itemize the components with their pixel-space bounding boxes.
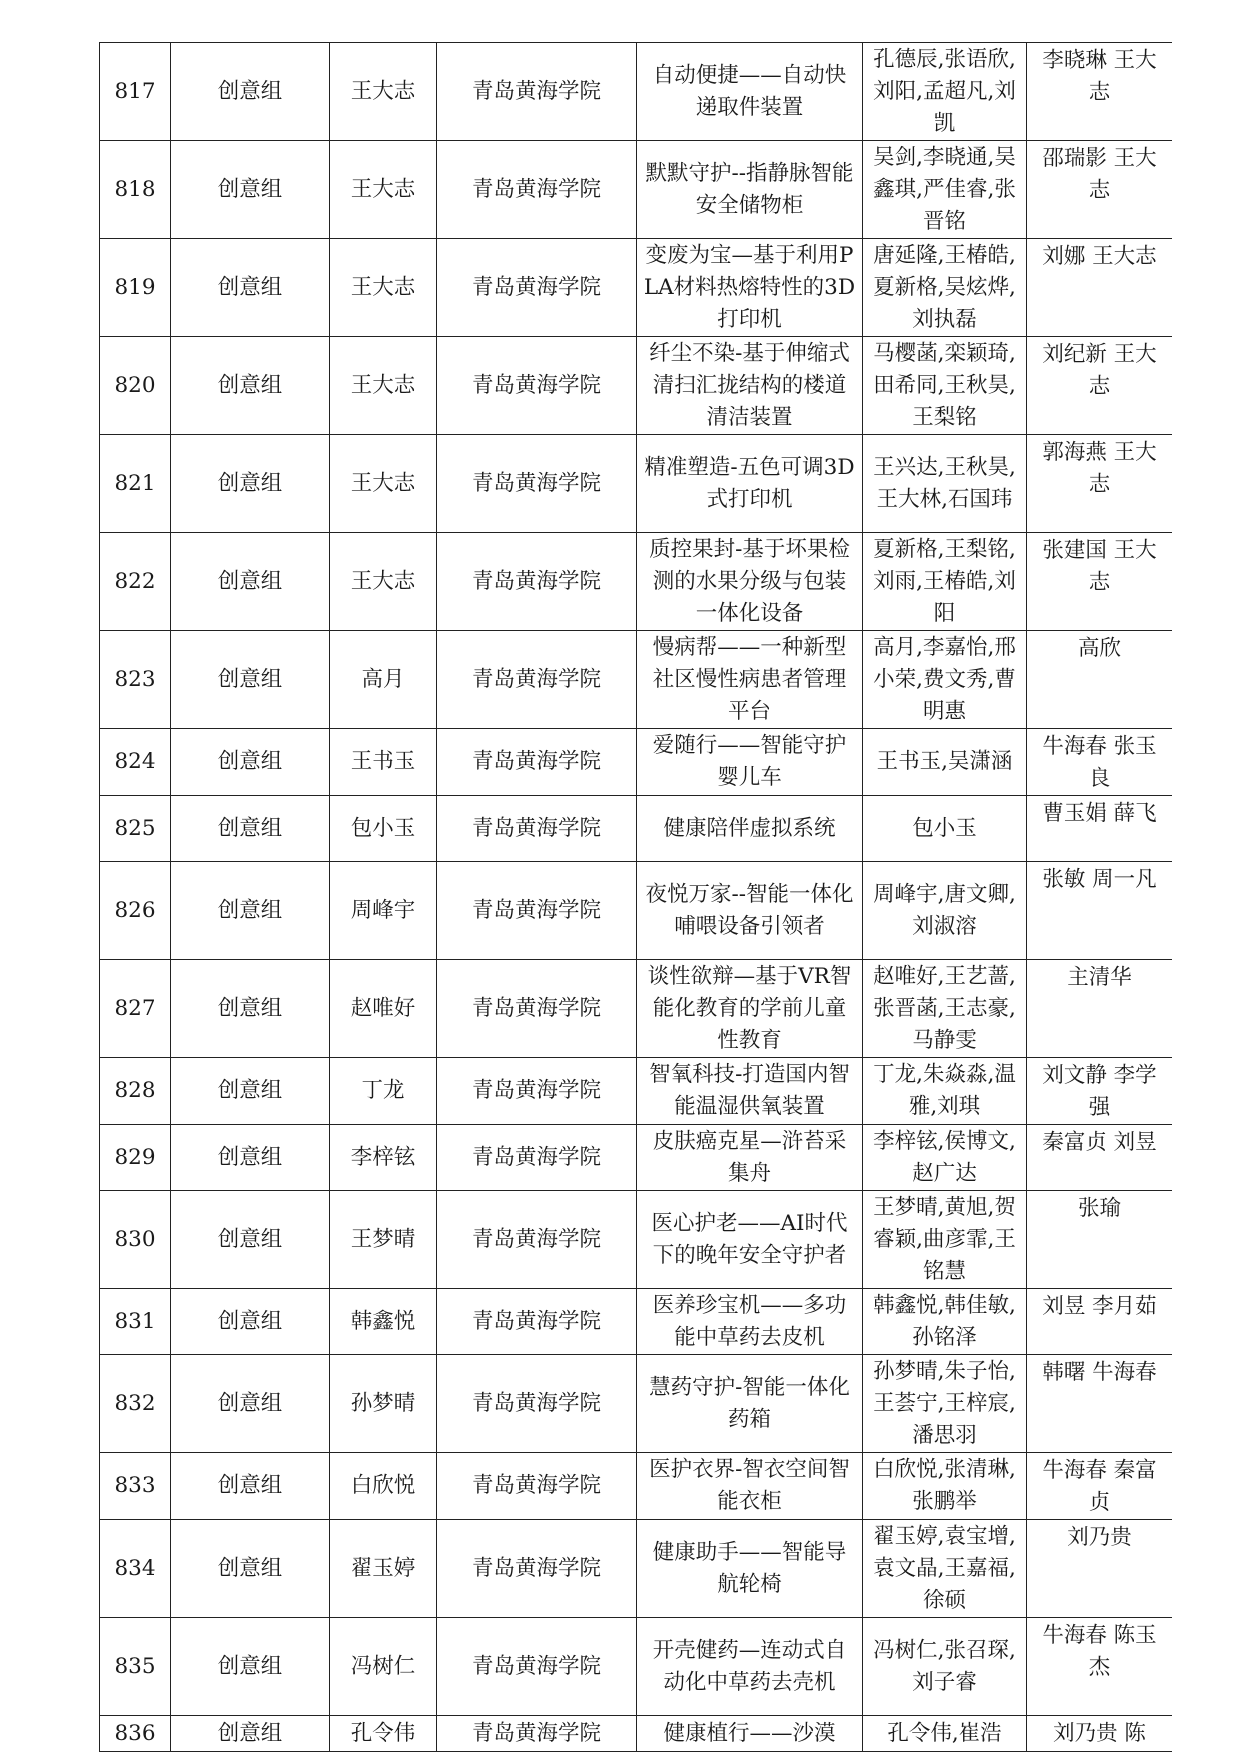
members-cell: 孙梦晴,朱子怡,王荟宁,王梓宸,潘思羽 <box>863 1355 1027 1453</box>
project-title-cell: 开壳健药—连动式自动化中草药去壳机 <box>637 1618 863 1716</box>
group-cell: 创意组 <box>171 960 330 1058</box>
table-row <box>100 796 1173 862</box>
school-cell: 青岛黄海学院 <box>437 1716 637 1752</box>
row-number: 818 <box>100 141 171 239</box>
members-cell: 夏新格,王梨铭,刘雨,王椿皓,刘阳 <box>863 533 1027 631</box>
row-number: 836 <box>100 1716 171 1752</box>
table-row <box>100 239 1173 337</box>
group-cell: 创意组 <box>171 435 330 533</box>
leader-cell: 王梦晴 <box>330 1191 437 1289</box>
group-cell: 创意组 <box>171 337 330 435</box>
group-cell: 创意组 <box>171 1355 330 1453</box>
table-row <box>100 337 1173 435</box>
row-number: 819 <box>100 239 171 337</box>
project-title-cell: 医护衣界-智衣空间智能衣柜 <box>637 1453 863 1520</box>
table-row <box>100 862 1173 960</box>
table-row <box>100 1058 1173 1125</box>
school-cell: 青岛黄海学院 <box>437 1058 637 1125</box>
school-cell: 青岛黄海学院 <box>437 1125 637 1191</box>
school-cell: 青岛黄海学院 <box>437 1191 637 1289</box>
leader-cell: 丁龙 <box>330 1058 437 1125</box>
group-cell: 创意组 <box>171 796 330 862</box>
table-row <box>100 729 1173 796</box>
group-cell: 创意组 <box>171 1058 330 1125</box>
table-row <box>100 1125 1173 1191</box>
leader-cell: 赵唯好 <box>330 960 437 1058</box>
school-cell: 青岛黄海学院 <box>437 1453 637 1520</box>
advisor-cell: 韩曙 牛海春 <box>1027 1355 1173 1453</box>
group-cell: 创意组 <box>171 1520 330 1618</box>
members-cell: 高月,李嘉怡,邢小荣,费文秀,曹明惠 <box>863 631 1027 729</box>
members-cell: 周峰宇,唐文卿,刘淑溶 <box>863 862 1027 960</box>
project-title-cell: 医心护老——AI时代下的晚年安全守护者 <box>637 1191 863 1289</box>
project-title-cell: 健康陪伴虚拟系统 <box>637 796 863 862</box>
members-cell: 孔德辰,张语欣,刘阳,孟超凡,刘凯 <box>863 43 1027 141</box>
school-cell: 青岛黄海学院 <box>437 1520 637 1618</box>
advisor-cell: 牛海春 秦富贞 <box>1027 1453 1173 1520</box>
leader-cell: 王大志 <box>330 141 437 239</box>
members-cell: 丁龙,朱焱淼,温雅,刘琪 <box>863 1058 1027 1125</box>
table-body <box>100 43 1173 1752</box>
advisor-cell: 张建国 王大志 <box>1027 533 1173 631</box>
group-cell: 创意组 <box>171 141 330 239</box>
members-cell: 王书玉,吴潇涵 <box>863 729 1027 796</box>
row-number: 829 <box>100 1125 171 1191</box>
members-cell: 冯树仁,张召琛,刘子睿 <box>863 1618 1027 1716</box>
school-cell: 青岛黄海学院 <box>437 533 637 631</box>
project-title-cell: 慢病帮——一种新型社区慢性病患者管理平台 <box>637 631 863 729</box>
members-cell: 王兴达,王秋昊,王大林,石国玮 <box>863 435 1027 533</box>
members-cell: 马樱菡,栾颖琦,田希同,王秋昊,王梨铭 <box>863 337 1027 435</box>
group-cell: 创意组 <box>171 43 330 141</box>
project-title-cell: 慧药守护-智能一体化药箱 <box>637 1355 863 1453</box>
school-cell: 青岛黄海学院 <box>437 43 637 141</box>
row-number: 821 <box>100 435 171 533</box>
school-cell: 青岛黄海学院 <box>437 1289 637 1355</box>
leader-cell: 王书玉 <box>330 729 437 796</box>
members-cell: 赵唯好,王艺蔷,张晋菡,王志豪,马静雯 <box>863 960 1027 1058</box>
group-cell: 创意组 <box>171 1716 330 1752</box>
members-cell: 翟玉婷,袁宝增,袁文晶,王嘉福,徐硕 <box>863 1520 1027 1618</box>
group-cell: 创意组 <box>171 1191 330 1289</box>
leader-cell: 王大志 <box>330 43 437 141</box>
table-row <box>100 43 1173 141</box>
members-cell: 唐延隆,王椿皓,夏新格,吴炫烨,刘执磊 <box>863 239 1027 337</box>
project-title-cell: 智氧科技-打造国内智能温湿供氧装置 <box>637 1058 863 1125</box>
row-number: 828 <box>100 1058 171 1125</box>
row-number: 832 <box>100 1355 171 1453</box>
leader-cell: 白欣悦 <box>330 1453 437 1520</box>
row-number: 822 <box>100 533 171 631</box>
table-row <box>100 1716 1173 1752</box>
leader-cell: 孔令伟 <box>330 1716 437 1752</box>
advisor-cell: 刘娜 王大志 <box>1027 239 1173 337</box>
members-cell: 吴剑,李晓通,吴鑫琪,严佳睿,张晋铭 <box>863 141 1027 239</box>
row-number: 823 <box>100 631 171 729</box>
members-cell: 白欣悦,张清琳,张鹏举 <box>863 1453 1027 1520</box>
group-cell: 创意组 <box>171 533 330 631</box>
advisor-cell: 高欣 <box>1027 631 1173 729</box>
group-cell: 创意组 <box>171 239 330 337</box>
advisor-cell: 张瑜 <box>1027 1191 1173 1289</box>
group-cell: 创意组 <box>171 1125 330 1191</box>
leader-cell: 王大志 <box>330 239 437 337</box>
leader-cell: 孙梦晴 <box>330 1355 437 1453</box>
advisor-cell: 曹玉娟 薛飞 <box>1027 796 1173 862</box>
leader-cell: 李梓铉 <box>330 1125 437 1191</box>
leader-cell: 王大志 <box>330 337 437 435</box>
project-title-cell: 医养珍宝机——多功能中草药去皮机 <box>637 1289 863 1355</box>
project-title-cell: 默默守护--指静脉智能安全储物柜 <box>637 141 863 239</box>
advisor-cell: 刘乃贵 陈 <box>1027 1716 1173 1752</box>
group-cell: 创意组 <box>171 1618 330 1716</box>
table-row <box>100 1453 1173 1520</box>
school-cell: 青岛黄海学院 <box>437 435 637 533</box>
advisor-cell: 张敏 周一凡 <box>1027 862 1173 960</box>
project-title-cell: 健康助手——智能导航轮椅 <box>637 1520 863 1618</box>
leader-cell: 王大志 <box>330 533 437 631</box>
advisor-cell: 李晓琳 王大志 <box>1027 43 1173 141</box>
row-number: 831 <box>100 1289 171 1355</box>
row-number: 835 <box>100 1618 171 1716</box>
group-cell: 创意组 <box>171 862 330 960</box>
project-title-cell: 健康植行——沙漠 <box>637 1716 863 1752</box>
project-title-cell: 自动便捷——自动快递取件装置 <box>637 43 863 141</box>
school-cell: 青岛黄海学院 <box>437 960 637 1058</box>
project-title-cell: 皮肤癌克星—浒苔采集舟 <box>637 1125 863 1191</box>
leader-cell: 包小玉 <box>330 796 437 862</box>
advisor-cell: 刘文静 李学强 <box>1027 1058 1173 1125</box>
advisor-cell: 郭海燕 王大志 <box>1027 435 1173 533</box>
advisor-cell: 牛海春 张玉良 <box>1027 729 1173 796</box>
project-title-cell: 谈性欲辩—基于VR智能化教育的学前儿童性教育 <box>637 960 863 1058</box>
project-title-cell: 变废为宝—基于利用PLA材料热熔特性的3D打印机 <box>637 239 863 337</box>
members-cell: 包小玉 <box>863 796 1027 862</box>
table-row <box>100 1355 1173 1453</box>
members-cell: 韩鑫悦,韩佳敏,孙铭泽 <box>863 1289 1027 1355</box>
leader-cell: 高月 <box>330 631 437 729</box>
advisor-cell: 牛海春 陈玉杰 <box>1027 1618 1173 1716</box>
members-cell: 孔令伟,崔浩 <box>863 1716 1027 1752</box>
row-number: 833 <box>100 1453 171 1520</box>
project-title-cell: 精准塑造-五色可调3D式打印机 <box>637 435 863 533</box>
table-row <box>100 1618 1173 1716</box>
advisor-cell: 邵瑞影 王大志 <box>1027 141 1173 239</box>
table-row <box>100 1520 1173 1618</box>
row-number: 824 <box>100 729 171 796</box>
members-cell: 李梓铉,侯博文,赵广达 <box>863 1125 1027 1191</box>
leader-cell: 冯树仁 <box>330 1618 437 1716</box>
row-number: 830 <box>100 1191 171 1289</box>
group-cell: 创意组 <box>171 1289 330 1355</box>
advisor-cell: 秦富贞 刘昱 <box>1027 1125 1173 1191</box>
table-row <box>100 1289 1173 1355</box>
school-cell: 青岛黄海学院 <box>437 1618 637 1716</box>
row-number: 817 <box>100 43 171 141</box>
row-number: 820 <box>100 337 171 435</box>
school-cell: 青岛黄海学院 <box>437 337 637 435</box>
award-table <box>99 42 1172 1752</box>
project-title-cell: 质控果封-基于坏果检测的水果分级与包装一体化设备 <box>637 533 863 631</box>
leader-cell: 周峰宇 <box>330 862 437 960</box>
school-cell: 青岛黄海学院 <box>437 1355 637 1453</box>
group-cell: 创意组 <box>171 729 330 796</box>
table-row <box>100 533 1173 631</box>
row-number: 827 <box>100 960 171 1058</box>
leader-cell: 翟玉婷 <box>330 1520 437 1618</box>
leader-cell: 王大志 <box>330 435 437 533</box>
school-cell: 青岛黄海学院 <box>437 631 637 729</box>
table-row <box>100 1191 1173 1289</box>
group-cell: 创意组 <box>171 631 330 729</box>
row-number: 825 <box>100 796 171 862</box>
school-cell: 青岛黄海学院 <box>437 239 637 337</box>
row-number: 834 <box>100 1520 171 1618</box>
leader-cell: 韩鑫悦 <box>330 1289 437 1355</box>
table-row <box>100 631 1173 729</box>
school-cell: 青岛黄海学院 <box>437 862 637 960</box>
table-row <box>100 960 1173 1058</box>
members-cell: 王梦晴,黄旭,贺睿颖,曲彦霏,王铭慧 <box>863 1191 1027 1289</box>
advisor-cell: 刘昱 李月茹 <box>1027 1289 1173 1355</box>
document-page <box>99 42 1172 1753</box>
table-row <box>100 435 1173 533</box>
school-cell: 青岛黄海学院 <box>437 141 637 239</box>
school-cell: 青岛黄海学院 <box>437 796 637 862</box>
project-title-cell: 夜悦万家--智能一体化哺喂设备引领者 <box>637 862 863 960</box>
table-row <box>100 141 1173 239</box>
school-cell: 青岛黄海学院 <box>437 729 637 796</box>
advisor-cell: 刘纪新 王大志 <box>1027 337 1173 435</box>
project-title-cell: 爱随行——智能守护婴儿车 <box>637 729 863 796</box>
project-title-cell: 纤尘不染-基于伸缩式清扫汇拢结构的楼道清洁装置 <box>637 337 863 435</box>
row-number: 826 <box>100 862 171 960</box>
advisor-cell: 主清华 <box>1027 960 1173 1058</box>
group-cell: 创意组 <box>171 1453 330 1520</box>
advisor-cell: 刘乃贵 <box>1027 1520 1173 1618</box>
